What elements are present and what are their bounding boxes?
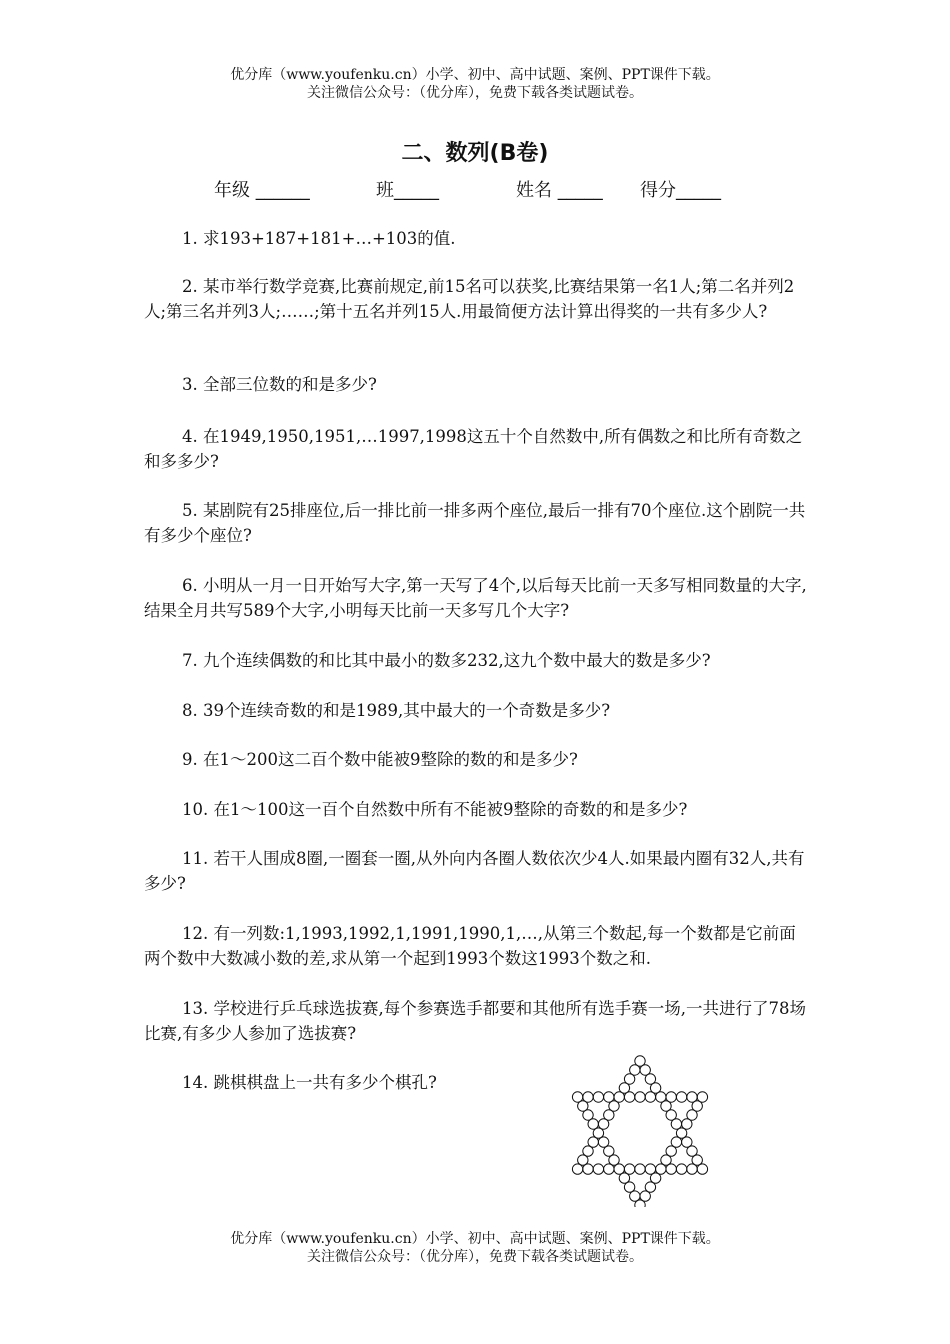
board-hole [666,1092,676,1102]
board-hole [572,1164,582,1174]
score-field: 得分_____ [640,180,721,201]
board-hole [661,1155,671,1165]
page-header [0,66,950,102]
board-hole [588,1119,598,1129]
question-2: 2. 某市举行数学竞赛,比赛前规定,前15名可以获奖,比赛结果第一名1人;第二名并列2人;第三名并列3人;……;第十五名并列15人.用最简便方法计算出得奖的一共有多少人? [144,277,795,321]
board-hole [624,1092,634,1102]
board-hole [682,1119,692,1129]
question-4: 4. 在1949,1950,1951,…1997,1998这五十个自然数中,所有偶数之和比所有奇数之和多多少? [144,427,803,471]
board-hole [635,1200,645,1207]
board-hole [676,1092,686,1102]
board-hole [593,1092,603,1102]
board-hole [604,1092,614,1102]
question-8: 8. 39个连续奇数的和是1989,其中最大的一个奇数是多少? [182,701,611,720]
question-9: 9. 在1～200这二百个数中能被9整除的数的和是多少? [182,750,578,769]
header-line-2: 关注微信公众号：（优分库），免费下载各类试题试卷。 [307,85,643,101]
header-line-1: 优分库（www.youfenku.cn）小学、初中、高中试题、案例、PPT课件下载。 [230,67,720,83]
name-field: 姓名 _____ [516,180,603,201]
question-12: 12. 有一列数:1,1993,1992,1,1991,1990,1,…,从第三个数起,每一个数都是它前面两个数中大数减小数的差,求从第一个起到1993个数这1993个数之和. [144,924,796,968]
footer-line-1: 优分库（www.youfenku.cn）小学、初中、高中试题、案例、PPT课件下载。 [230,1231,720,1247]
board-hole [583,1164,593,1174]
question-14: 14. 跳棋棋盘上一共有多少个棋孔? [182,1073,437,1092]
board-hole [635,1092,645,1102]
question-10: 10. 在1～100这一百个自然数中所有不能被9整除的奇数的和是多少? [182,800,688,819]
board-hole [645,1092,655,1102]
question-11: 11. 若干人围成8圈,一圈套一圈,从外向内各圈人数依次少4人.如果最内圈有32人,共有多少? [144,849,805,893]
question-6: 6. 小明从一月一日开始写大字,第一天写了4个,以后每天比前一天多写相同数量的大字,结果全月共写589个大字,小明每天比前一天多写几个大字? [144,576,807,620]
question-13: 13. 学校进行乒乓球选拔赛,每个参赛选手都要和其他所有选手赛一场,一共进行了78场比赛,有多少人参加了选拔赛? [144,999,806,1043]
board-hole [687,1164,697,1174]
page-footer [0,1230,950,1266]
board-hole [609,1155,619,1165]
question-7: 7. 九个连续偶数的和比其中最小的数多232,这九个数中最大的数是多少? [182,651,711,670]
class-field: 班_____ [376,180,439,201]
page-title: 二、数列(B卷) [401,141,549,166]
board-hole [676,1164,686,1174]
question-1: 1. 求193+187+181+…+103的值. [182,229,456,248]
board-hole [697,1164,707,1174]
grade-field: 年级 ______ [214,180,310,201]
question-5: 5. 某剧院有25排座位,后一排比前一排多两个座位,最后一排有70个座位.这个剧院一共有多少个座位? [144,501,806,545]
board-hole [635,1164,645,1174]
chinese-checkers-board-figure [557,1055,723,1207]
board-hole [593,1164,603,1174]
question-3: 3. 全部三位数的和是多少? [182,375,377,394]
footer-line-2: 关注微信公众号：（优分库），免费下载各类试题试卷。 [307,1249,643,1265]
